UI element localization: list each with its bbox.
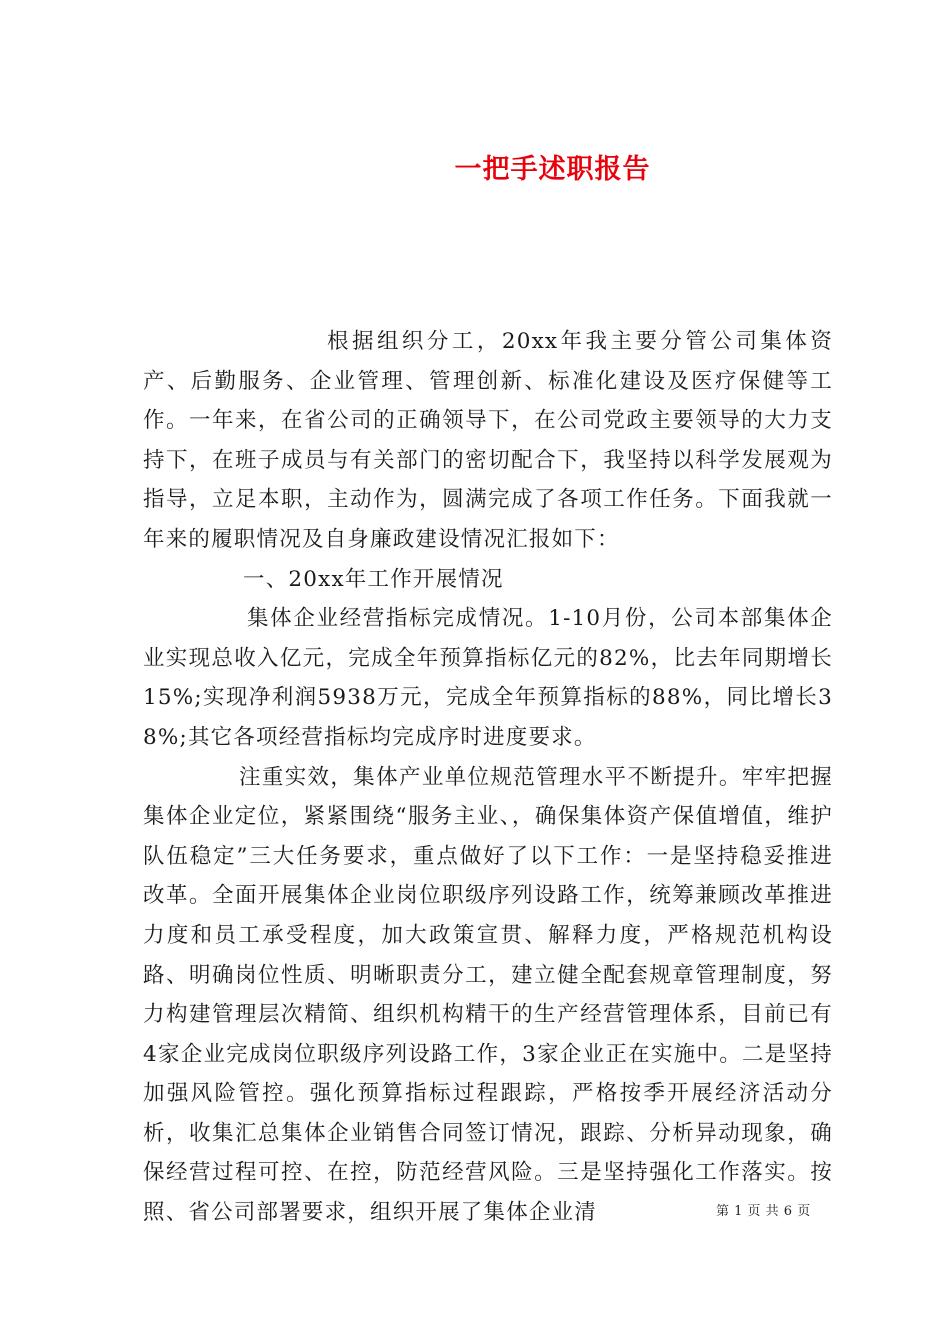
document-title: 一把手述职报告 bbox=[454, 154, 651, 186]
page-number: 第 1 页 共 6 页 bbox=[716, 1204, 811, 1219]
paragraph-indicators: 集体企业经营指标完成情况。1-10月份，公司本部集体企业实现总收入亿元，完成全年预算指标亿元的82%，比去年同期增长15%;实现净利润5938万元，完成全年预算指标的88%，同比增长38%;其它各项经营指标均完成序时进度要求。 bbox=[143, 606, 833, 750]
document-body bbox=[143, 322, 833, 1233]
paragraph-management: 注重实效，集体产业单位规范管理水平不断提升。牢牢把握集体企业定位，紧紧围绕“服务主业、，确保集体资产保值增值，维护队伍稳定”三大任务要求，重点做好了以下工作：一是坚持稳妥推进改革。全面开展集体企业岗位职级序列设路工作，统筹兼顾改革推进力度和员工承受程度，加大政策宣贯、解释力度，严格规范机构设路、明确岗位性质、明晰职责分工，建立健全配套规章管理制度，努力构建管理层次精简、组织机构精干的生产经营管理体系，目前已有4家企业完成岗位职级序列设路工作，3家企业正在实施中。二是坚持加强风险管控。强化预算指标过程跟踪，严格按季开展经济活动分析，收集汇总集体企业销售合同签订情况，跟踪、分析异动现象，确保经营过程可控、在控，防范经营风险。三是坚持强化工作落实。按照、省公司部署要求，组织开展了集体企业清 bbox=[143, 764, 833, 1226]
paragraph-intro: 根据组织分工，20xx年我主要分管公司集体资产、后勤服务、企业管理、管理创新、标准化建设及医疗保健等工作。一年来，在省公司的正确领导下，在公司党政主要领导的大力支持下，在班子成员与有关部门的密切配合下，我坚持以科学发展观为指导，立足本职，主动作为，圆满完成了各项工作任务。下面我就一年来的履职情况及自身廉政建设情况汇报如下： bbox=[143, 329, 833, 552]
section-heading: 一、20xx年工作开展情况 bbox=[243, 566, 504, 592]
